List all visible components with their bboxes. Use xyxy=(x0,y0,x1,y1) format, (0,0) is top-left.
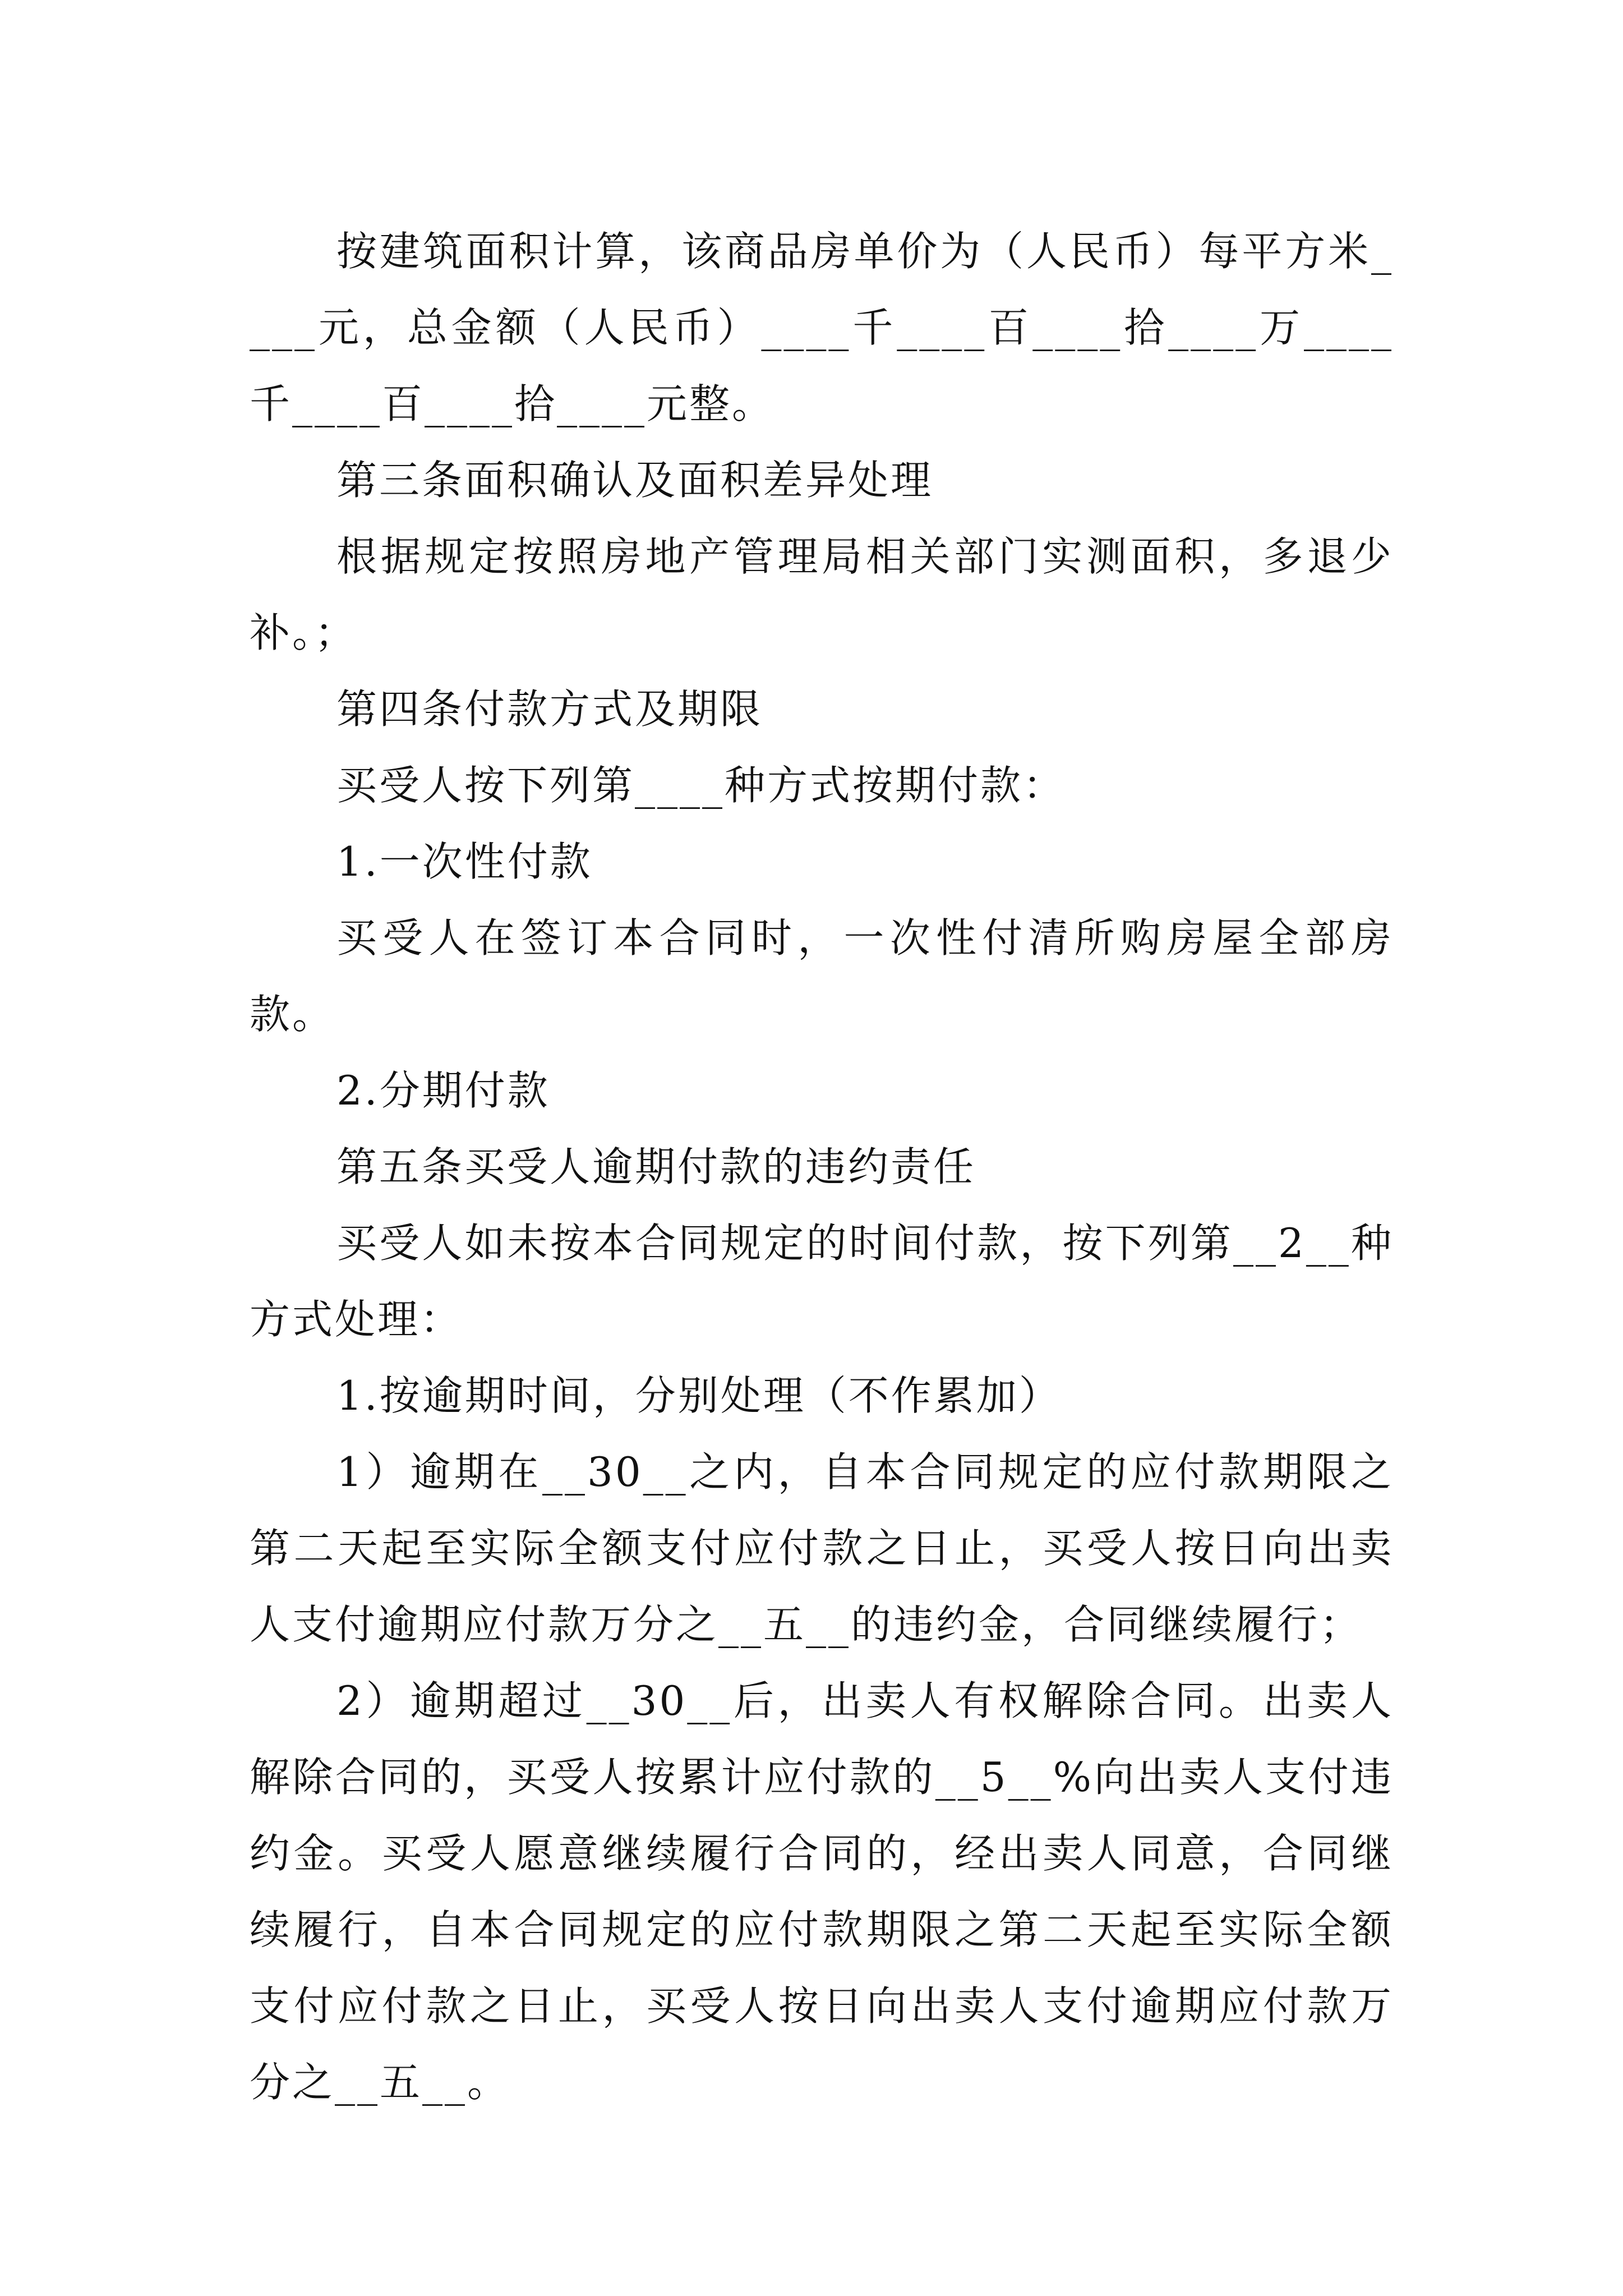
paragraph-unit-price: 按建筑面积计算，该商品房单价为（人民币）每平方米____元，总金额（人民币）____千____百____拾____万____千____百____拾____元整。 xyxy=(250,228,1394,427)
clause-overdue-within-30: 1）逾期在__30__之内，自本合同规定的应付款期限之第二天起至实际全额支付应付款之日止，买受人按日向出卖人支付逾期应付款万分之__五__的违约金，合同继续履行； xyxy=(250,1448,1394,1648)
list-item-lump-sum: 1.一次性付款 xyxy=(336,838,593,885)
heading-article-5: 第五条买受人逾期付款的违约责任 xyxy=(336,1143,976,1190)
document-body xyxy=(250,213,1394,2120)
heading-article-4: 第四条付款方式及期限 xyxy=(336,685,763,733)
paragraph-late-payment-method: 买受人如未按本合同规定的时间付款，按下列第__2__种方式处理： xyxy=(250,1220,1394,1343)
paragraph-lump-sum-detail: 买受人在签订本合同时，一次性付清所购房屋全部房款。 xyxy=(250,914,1394,1038)
list-item-by-overdue-time: 1.按逾期时间，分别处理（不作累加） xyxy=(336,1372,1062,1419)
list-item-installment: 2.分期付款 xyxy=(336,1067,550,1114)
clause-overdue-over-30: 2）逾期超过__30__后，出卖人有权解除合同。出卖人解除合同的，买受人按累计应付款的__5__%向出卖人支付违约金。买受人愿意继续履行合同的，经出卖人同意，合同继续履行，自本合同规定的应付款期限之第二天起至实际全额支付应付款之日止，买受人按日向出卖人支付逾期应付款万分之__五__。 xyxy=(250,1677,1394,2106)
paragraph-payment-choice: 买受人按下列第____种方式按期付款： xyxy=(336,762,1066,809)
paragraph-area-adjustment: 根据规定按照房地产管理局相关部门实测面积，多退少补。； xyxy=(250,533,1394,656)
heading-article-3: 第三条面积确认及面积差异处理 xyxy=(336,457,934,504)
